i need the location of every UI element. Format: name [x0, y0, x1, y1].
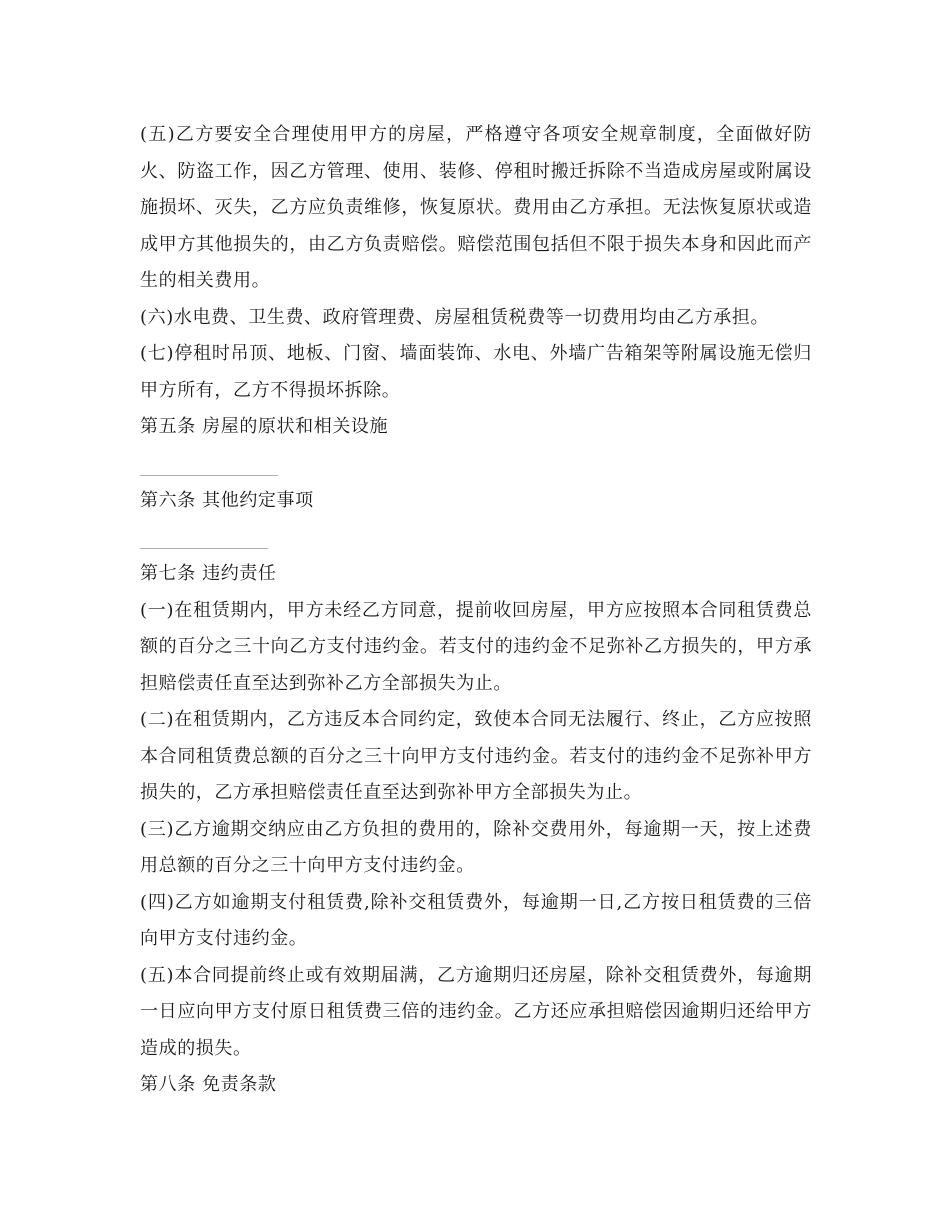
clause-paragraph: (五)乙方要安全合理使用甲方的房屋，严格遵守各项安全规章制度，全面做好防火、防盗工作，因乙方管理、使用、装修、停租时搬迁拆除不当造成房屋或附属设施损坏、灭失，乙方应负责维修，恢复原状。费用由乙方承担。无法恢复原状或造成甲方其他损失的，由乙方负责赔偿。赔偿范围包括但不限于损失本身和因此而产生的相关费用。 — [140, 124, 812, 291]
document-body — [140, 117, 812, 1104]
clause-paragraph: (七)停租时吊顶、地板、门窗、墙面装饰、水电、外墙广告箱架等附属设施无偿归甲方所有，乙方不得损坏拆除。 — [140, 343, 812, 401]
article-heading: 第八条 免责条款 — [140, 1074, 277, 1095]
clause-paragraph: (一)在租赁期内，甲方未经乙方同意，提前收回房屋，甲方应按照本合同租赁费总额的百分之三十向乙方支付违约金。若支付的违约金不足弥补乙方损失的，甲方承担赔偿责任直至达到弥补乙方全部损失为止。 — [140, 599, 812, 694]
article-heading: 第七条 违约责任 — [140, 563, 277, 584]
clause-paragraph: (五)本合同提前终止或有效期届满，乙方逾期归还房屋，除补交租赁费外，每逾期一日应向甲方支付原日租赁费三倍的违约金。乙方还应承担赔偿因逾期归还给甲方造成的损失。 — [140, 964, 812, 1059]
blank-fill-line — [140, 548, 268, 549]
clause-paragraph: (二)在租赁期内，乙方违反本合同约定，致使本合同无法履行、终止，乙方应按照本合同租赁费总额的百分之三十向甲方支付违约金。若支付的违约金不足弥补甲方损失的，乙方承担赔偿责任直至达到弥补甲方全部损失为止。 — [140, 709, 812, 803]
clause-paragraph: (六)水电费、卫生费、政府管理费、房屋租赁税费等一切费用均由乙方承担。 — [140, 306, 770, 328]
clause-paragraph: (三)乙方逾期交纳应由乙方负担的费用的，除补交费用外，每逾期一天，按上述费用总额的百分之三十向甲方支付违约金。 — [140, 818, 812, 876]
blank-fill-line — [140, 475, 278, 476]
clause-paragraph: (四)乙方如逾期支付租赁费,除补交租赁费外，每逾期一日,乙方按日租赁费的三倍向甲方支付违约金。 — [140, 891, 812, 949]
article-heading: 第六条 其他约定事项 — [140, 489, 314, 511]
article-heading: 第五条 房屋的原状和相关设施 — [140, 416, 389, 437]
